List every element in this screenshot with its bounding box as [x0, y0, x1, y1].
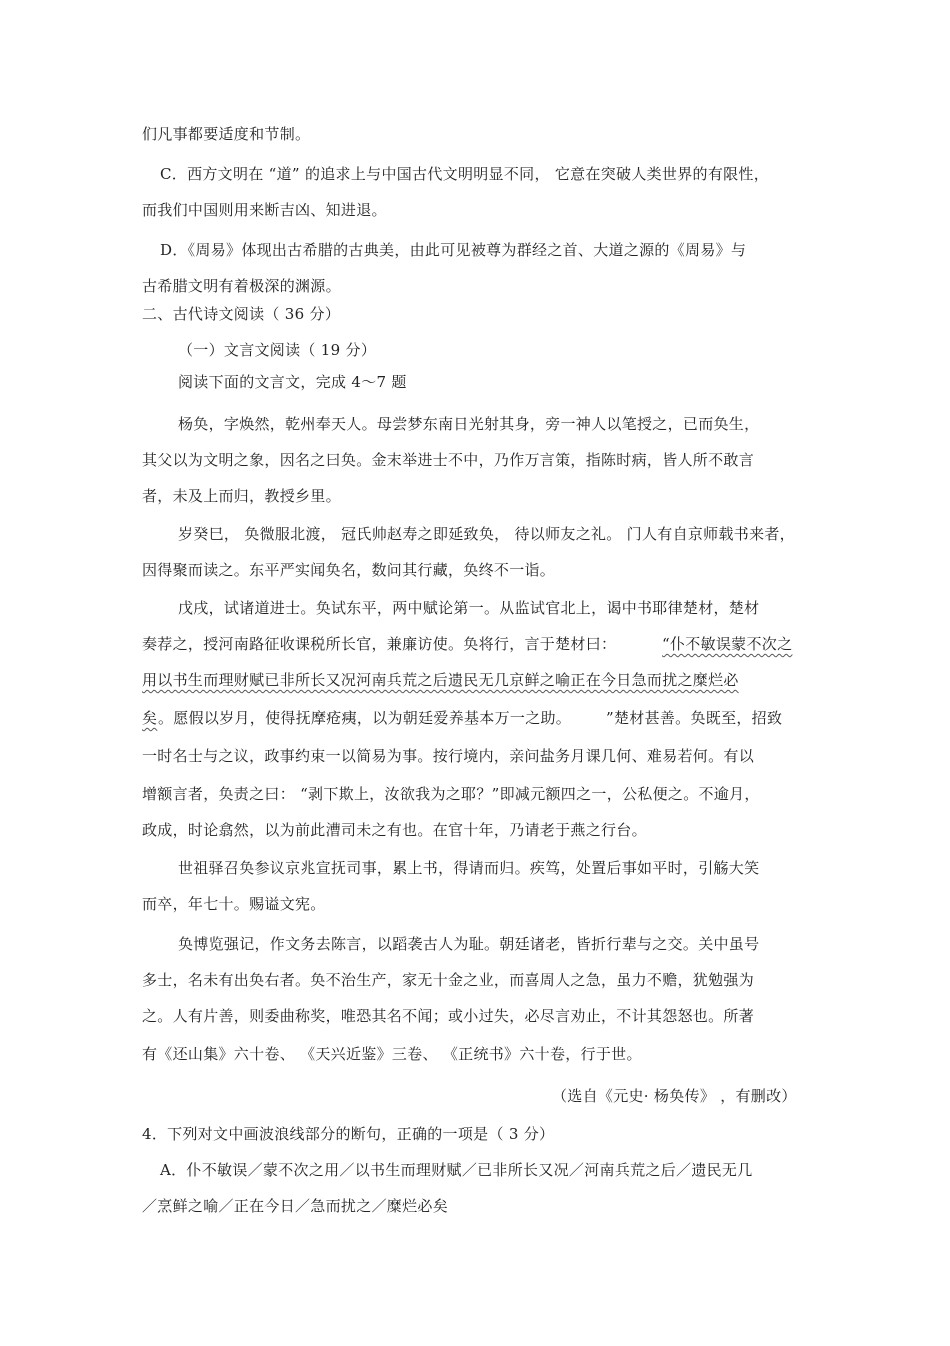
wavy-underlined-text: 矣	[142, 709, 158, 727]
passage-line: 而卒，年七十。赐谥文宪。	[142, 895, 326, 913]
passage-line: 一时名士与之议，政事约束一以简易为事。按行境内，亲问盐务月课几何、难易若何。有以	[142, 747, 755, 765]
section-heading: 二、古代诗文阅读（ 36 分）	[142, 305, 341, 323]
subsection-heading: （一）文言文阅读（ 19 分）	[178, 341, 377, 359]
passage-line: 多士，名未有出奂右者。奂不治生产，家无十金之业，而喜周人之急，虽力不赡，犹勉强为	[142, 971, 755, 989]
passage-line: 世祖驿召奂参议京兆宣抚司事，累上书，得请而归。疾笃，处置后事如平时，引觞大笑	[178, 859, 760, 877]
wavy-underlined-text: “仆不敏误蒙不次之	[662, 635, 793, 653]
passage-line: 奏荐之，授河南路征收课税所长官，兼廉访使。奂将行，言于楚材曰：	[142, 635, 617, 653]
passage-line: 之。人有片善，则委曲称奖，唯恐其名不闻；或小过失，必尽言劝止，不计其怨怒也。所著	[142, 1007, 755, 1025]
text-line: 们凡事都要适度和节制。	[142, 125, 311, 143]
instruction-line: 阅读下面的文言文，完成 4～7 题	[178, 373, 407, 391]
passage-line: ”楚材甚善。奂既至，招致	[606, 709, 783, 727]
passage-line: 政成，时论翕然，以为前此漕司未之有也。在官十年，乃请老于燕之行台。	[142, 821, 647, 839]
text-line: 而我们中国则用来断吉凶、知进退。	[142, 201, 387, 219]
option-a-line: A．仆不敏误／蒙不次之用／以书生而理财赋／已非所长又况／河南兵荒之后／遗民无几	[160, 1161, 753, 1179]
option-c-line: C．西方文明在 “道” 的追求上与中国古代文明明显不同， 它意在突破人类世界的有限性，	[160, 165, 770, 183]
option-d-line: D．《周易》体现出古希腊的古典美，由此可见被尊为群经之首、大道之源的《周易》与	[160, 241, 747, 259]
question-4: 4．下列对文中画波浪线部分的断句，正确的一项是（ 3 分）	[142, 1125, 555, 1143]
passage-line: 。愿假以岁月，使得抚摩疮痍，以为朝廷爱养基本万一之助。	[158, 709, 572, 727]
passage-line: 因得聚而读之。东平严实闻奂名，数问其行藏，奂终不一诣。	[142, 561, 556, 579]
passage-line: 其父以为文明之象，因名之曰奂。金末举进士不中，乃作万言策，指陈时病，皆人所不敢言	[142, 451, 755, 469]
passage-line: 岁癸巳， 奂微服北渡， 冠氏帅赵寿之即延致奂， 待以师友之礼。 门人有自京师载书来者，	[178, 525, 795, 543]
source-citation: （选自《元史· 杨奂传》 ，有删改）	[552, 1087, 797, 1105]
passage-line: 增额言者，奂责之曰： “剥下欺上，汝欲我为之耶？”即减元额四之一，公私便之。不逾月，	[142, 785, 760, 803]
option-a-line: ／烹鲜之喻／正在今日／急而扰之／糜烂必矣	[142, 1197, 449, 1215]
passage-line: 有《还山集》六十卷、 《天兴近鉴》三卷、 《正统书》六十卷，行于世。	[142, 1045, 642, 1063]
wavy-underlined-text: 用以书生而理财赋已非所长又况河南兵荒之后遗民无几京鲜之喻正在今日急而扰之糜烂必	[142, 671, 739, 689]
passage-line: 戊戌，试诸道进士。奂试东平，两中赋论第一。从监试官北上，谒中书耶律楚材，楚材	[178, 599, 760, 617]
passage-line: 者，未及上而归，教授乡里。	[142, 487, 341, 505]
passage-line: 奂博览强记，作文务去陈言，以蹈袭古人为耻。朝廷诸老，皆折行辈与之交。关中虽号	[178, 935, 760, 953]
passage-line: 杨奂，字焕然，乾州奉天人。母尝梦东南日光射其身，旁一神人以笔授之，已而奂生，	[178, 415, 760, 433]
text-line: 古希腊文明有着极深的渊源。	[142, 277, 341, 295]
